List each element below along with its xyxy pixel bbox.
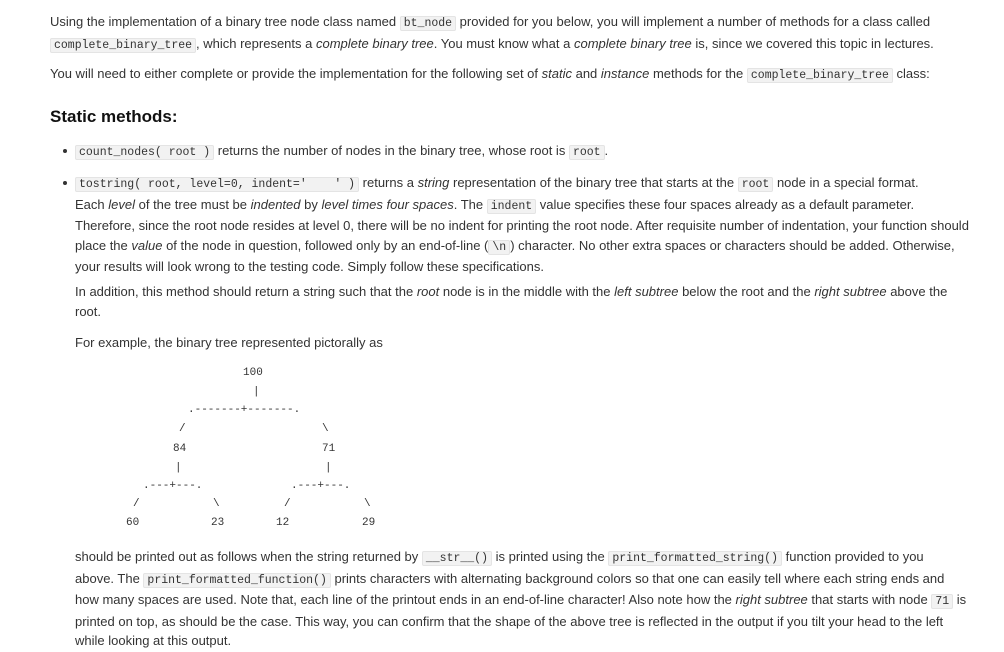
item-text: Each <box>75 196 109 212</box>
item-emphasis: value <box>131 237 163 253</box>
intro-text: class: <box>892 66 930 81</box>
tree-branch-bar: .---+---. <box>291 480 351 492</box>
tree-connector: | <box>325 462 332 474</box>
intro-text: methods for the <box>649 66 747 81</box>
item-emphasis: root <box>416 284 440 299</box>
tree-connector: | <box>175 462 182 474</box>
intro-emphasis: complete binary tree <box>573 36 692 51</box>
code-count-nodes: count_nodes( root ) <box>75 145 214 160</box>
item-text: Therefore, since the root node resides at level 0, there will be no indent for printing the root node. After requisite number of indentation, your function should <box>75 218 969 233</box>
tree-node-12: 12 <box>276 517 290 529</box>
item-text: place the <box>75 237 132 253</box>
example-intro <box>75 333 383 353</box>
tree-connector: / <box>133 498 140 510</box>
tree-node-23: 23 <box>211 517 225 529</box>
tree-node-100: 100 <box>243 367 263 379</box>
item-text: of the node in question, followed only by an end-of-line ( <box>162 237 489 253</box>
item-text: . <box>604 143 609 158</box>
tree-connector: / <box>179 423 186 435</box>
addition-paragraph <box>75 282 980 322</box>
tree-node-60: 60 <box>126 517 140 529</box>
item-text: your results will look wrong to the testing code. Simply follow these specifications. <box>75 259 544 274</box>
code-complete-binary-tree: complete_binary_tree <box>747 68 893 83</box>
item-text: that starts with node <box>807 592 932 607</box>
tree-connector: / <box>284 498 291 510</box>
item-text: while looking at this output. <box>75 633 232 648</box>
item-text: is <box>953 592 967 607</box>
item-text: function provided to you <box>782 549 924 564</box>
tree-node-84: 84 <box>173 443 187 455</box>
bullet-dot <box>63 149 67 153</box>
code-root: root <box>738 177 774 192</box>
tree-connector: \ <box>364 498 371 510</box>
item-text: . The <box>453 196 487 212</box>
code-tostring: tostring( root, level=0, indent=' ' ) <box>75 177 359 192</box>
intro-text: is, since we covered this topic in lectures. <box>691 36 934 51</box>
item-text: above the <box>886 284 948 299</box>
item-text: by <box>300 196 322 212</box>
item-text: For example, the binary tree represented pictorally as <box>75 335 383 350</box>
code-71: 71 <box>931 594 953 609</box>
intro-text: You will need to either complete or provide the implementation for the following set of <box>50 66 542 81</box>
item-text: node is in the middle with the <box>439 284 615 299</box>
code-print-formatted-string: print_formatted_string() <box>608 551 782 566</box>
intro-text: and <box>571 66 601 81</box>
intro-text: Using the implementation of a binary tree node class named <box>50 14 400 29</box>
bullet-dot <box>63 181 67 185</box>
item-text: returns the number of nodes in the binary tree, whose root is <box>214 143 569 158</box>
tree-branch-bar: .---+---. <box>143 480 203 492</box>
item-text: representation of the binary tree that starts at the <box>449 175 738 190</box>
tree-connector: \ <box>213 498 220 510</box>
item-text: prints characters with alternating background colors so that one can easily tell where each string ends and <box>330 570 945 586</box>
item-text: value specifies these four spaces already as a default parameter. <box>536 196 915 212</box>
code-str: __str__() <box>422 551 492 566</box>
tree-branch-bar: .-------+-------. <box>188 404 301 416</box>
code-complete-binary-tree: complete_binary_tree <box>50 38 196 53</box>
item-text: of the tree must be <box>135 196 251 212</box>
tree-node-29: 29 <box>362 517 376 529</box>
item-emphasis: level <box>108 196 135 212</box>
section-heading: Static methods: <box>50 107 178 126</box>
item-text: returns a <box>359 175 418 190</box>
item-emphasis: left subtree <box>614 284 679 299</box>
intro-emphasis: instance <box>600 66 650 81</box>
intro-text: . You must know what a <box>433 36 574 51</box>
code-bt-node: bt_node <box>400 16 456 31</box>
intro-paragraph-2 <box>50 64 980 86</box>
item-text: printed on top, as should be the case. This way, you can confirm that the shape of the above tree is reflected in the output if you tilt your head to the left <box>75 613 944 629</box>
output-paragraph <box>75 547 990 651</box>
tree-connector: | <box>253 386 260 398</box>
tree-node-71: 71 <box>322 443 336 455</box>
tostring-item <box>75 173 990 277</box>
item-text: below the root and the <box>678 284 815 299</box>
item-emphasis: string <box>417 175 450 190</box>
code-print-formatted-function: print_formatted_function() <box>143 573 330 588</box>
item-text: root. <box>75 304 102 319</box>
item-text: how many spaces are used. Note that, each line of the printout ends in an end-of-line character! Also note how the <box>75 592 736 607</box>
item-text: node in a special format. <box>773 175 919 190</box>
code-indent: indent <box>487 199 536 214</box>
item-text: is printed using the <box>492 549 609 564</box>
tree-connector: \ <box>322 423 329 435</box>
item-text: ) character. No other extra spaces or characters should be added. Otherwise, <box>510 237 955 253</box>
item-emphasis: indented <box>250 196 301 212</box>
item-text: above. The <box>75 570 144 586</box>
intro-emphasis: complete binary tree <box>315 36 434 51</box>
intro-paragraph <box>50 12 980 56</box>
item-emphasis: right subtree <box>735 592 808 607</box>
item-text: In addition, this method should return a string such that the <box>75 284 417 299</box>
item-emphasis: level times four spaces <box>321 196 454 212</box>
item-emphasis: right subtree <box>814 284 887 299</box>
intro-emphasis: static <box>541 66 572 81</box>
code-root: root <box>569 145 605 160</box>
item-text: should be printed out as follows when the string returned by <box>75 549 422 564</box>
count-nodes-item <box>75 141 980 163</box>
code-newline: \n <box>488 240 510 255</box>
intro-text: provided for you below, you will implement a number of methods for a class called <box>456 14 931 29</box>
intro-text: , which represents a <box>196 36 316 51</box>
